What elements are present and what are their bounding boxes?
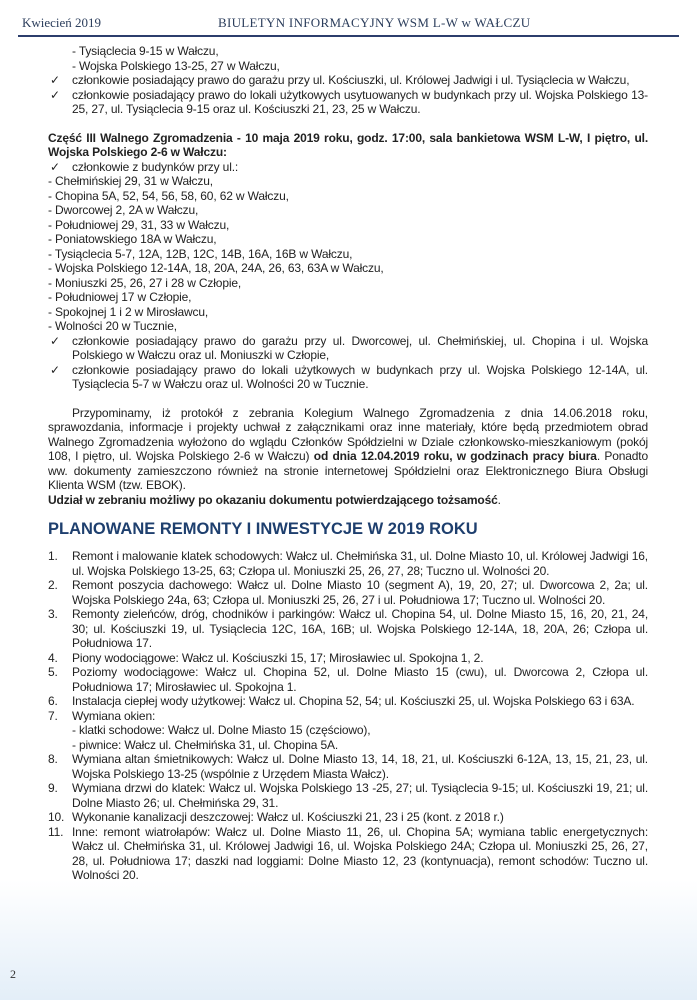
street-line: - Tysiąclecia 9-15 w Wałczu,	[72, 44, 219, 58]
item-number: 2.	[48, 578, 58, 592]
header-rule	[18, 35, 679, 37]
street-list	[48, 174, 648, 334]
list-item	[48, 709, 648, 753]
list-item	[48, 665, 648, 694]
street-line: - Południowej 29, 31, 33 w Wałczu,	[48, 217, 230, 232]
item-number: 6.	[48, 694, 58, 708]
item-text: Wymiana okien:	[72, 708, 156, 723]
header-date: Kwiecień 2019	[22, 15, 102, 30]
item-number: 11.	[48, 824, 64, 839]
check-item-text: członkowie posiadający prawo do garażu przy ul. Kościuszki, ul. Królowej Jadwigi i ul. Tysiąclecia w Wałczu,	[72, 73, 630, 87]
check-item-text: członkowie posiadający prawo do lokali użytkowych usytuowanych w budynkach przy ul. Wojska Polskiego 13-25, 27, ul. Tysiąclecia 9-15 oraz ul. Kościuszki 21, 23, 25 w Wałczu.	[72, 87, 648, 116]
list-item	[48, 549, 648, 578]
street-line: - Wolności 20 w Tucznie,	[48, 319, 177, 333]
reminder-date-bold: od dnia 12.04.2019 roku, w godzinach pracy biura	[313, 449, 597, 463]
check-mark-icon: ✓	[50, 87, 60, 102]
item-text: Inne: remont wiatrołapów: Wałcz ul. Dolne Miasto 11, 26, ul. Chopina 5A; wymiana tablic energetycznych: Wałcz ul. Chełmińska 31, ul. Królowej Jadwigi 16, ul. Wojska Polskiego 24A; Człopa ul. Moniuszki 25, 26, 27, 28, ul. Południowa 17; daszki nad loggiami: Dolne Miasto 12, 23 (kontynuacja), remont schodów: Tuczno ul. Wolności 20.	[72, 824, 648, 882]
identity-note-bold: Udział w zebraniu możliwy po okazaniu dokumentu potwierdzającego tożsamość	[48, 492, 498, 507]
check-item	[48, 363, 648, 392]
check-mark-icon: ✓	[50, 73, 60, 87]
list-item	[48, 607, 648, 651]
item-number: 4.	[48, 650, 58, 665]
section-title: PLANOWANE REMONTY I INWESTYCJE W 2019 ROKU	[48, 520, 478, 538]
running-header	[18, 12, 679, 34]
street-line: - Moniuszki 25, 26, 27 i 28 w Człopie,	[48, 275, 242, 290]
list-item	[48, 694, 648, 709]
item-text: Wymiana drzwi do klatek: Wałcz ul. Wojska Polskiego 13 -25, 27; ul. Tysiąclecia 9-15; ul. Kościuszki 19, 21; ul. Dolne Miasto 26; ul. Chełmińska 29, 31.	[72, 781, 648, 810]
street-line: - Południowej 17 w Człopie,	[48, 290, 192, 304]
identity-note-tail: .	[497, 492, 501, 507]
item-text: Wykonanie kanalizacji deszczowej: Wałcz ul. Kościuszki 21, 23 i 25 (kont. z 2018 r.)	[72, 810, 504, 824]
check-item	[48, 160, 648, 175]
check-mark-icon: ✓	[50, 362, 60, 377]
item-text: Instalacja ciepłej wody użytkowej: Wałcz ul. Chopina 52, 54; ul. Kościuszki 25, ul. Wojska Polskiego 63 i 63A.	[72, 694, 635, 708]
item-number: 3.	[48, 607, 58, 621]
sub-item: - piwnice: Wałcz ul. Chełmińska 31, ul. Chopina 5A.	[72, 737, 339, 752]
check-item	[48, 73, 648, 88]
street-line: - Chopina 5A, 52, 54, 56, 58, 60, 62 w Wałczu,	[48, 188, 289, 203]
part3-heading: Część III Walnego Zgromadzenia - 10 maja 2019 roku, godz. 17:00, sala bankietowa WSM L-W, I piętro, ul. Wojska Polskiego 2-6 w Wałczu:	[48, 130, 648, 159]
identity-note	[48, 493, 648, 508]
item-number: 9.	[48, 781, 58, 795]
item-number: 8.	[48, 752, 58, 766]
item-text: Remont poszycia dachowego: Wałcz ul. Dolne Miasto 10 (segment A), 19, 20, 27; ul. Dworcowa 2, 2a; ul. Wojska Polskiego 24a, 63; Człopa ul. Moniuszki 25, 26, 27 i ul. Południowa 17; Tuczno ul. Wolności 20.	[72, 578, 648, 607]
check-item	[48, 88, 648, 117]
street-line: - Tysiąclecia 5-7, 12A, 12B, 12C, 14B, 16A, 16B w Wałczu,	[48, 246, 353, 261]
item-number: 5.	[48, 665, 58, 679]
check-item-text: członkowie z budynków przy ul.:	[72, 159, 239, 174]
item-number: 1.	[48, 549, 58, 563]
street-line: - Chełmińskiej 29, 31 w Wałczu,	[48, 174, 213, 188]
street-line: - Poniatowskiego 18A w Wałczu,	[48, 232, 217, 246]
page-number: 2	[10, 967, 16, 981]
list-item	[48, 810, 648, 825]
item-text: Remonty zieleńców, dróg, chodników i parkingów: Wałcz ul. Chopina 54, ul. Dolne Miasto 15, 16, 20, 21, 24, 30; ul. Kościuszki 19, ul. Tysiąclecia 12C, 16A, 16B; ul. Wojska Polskiego 12-14A, 18, 20A, 26; Człopa ul. Południowa 17.	[72, 607, 648, 650]
page-content	[48, 44, 648, 883]
check-item	[48, 334, 648, 363]
street-line: - Spokojnej 1 i 2 w Mirosławcu,	[48, 304, 209, 319]
header-title: BIULETYN INFORMACYJNY WSM L-W w WAŁCZU	[218, 15, 531, 30]
item-text: Remont i malowanie klatek schodowych: Wałcz ul. Chełmińska 31, ul. Dolne Miasto 10, ul. Królowej Jadwigi 16, ul. Wojska Polskiego 13-25, 63; Człopa ul. Moniuszki 25, 26, 27, 28; Tuczno ul. Wolności 20.	[72, 549, 648, 578]
reminder-text: . Ponadto ww. dokumenty zamieszczono również na stronie internetowej Spółdzielni oraz Elektronicznego Biura Obsługi Klienta WSM (tzw. EBOK).	[48, 449, 649, 492]
item-text: Wymiana altan śmietnikowych: Wałcz ul. Dolne Miasto 13, 14, 18, 21, ul. Kościuszki 6-12A, 13, 15, 21, 23, ul. Wojska Polskiego 13-25 (wspólnie z Urzędem Miasta Wałcz).	[72, 752, 648, 781]
street-line: - Dworcowej 2, 2A w Wałczu,	[48, 203, 199, 217]
list-item	[48, 578, 648, 607]
list-item	[48, 781, 648, 810]
check-mark-icon: ✓	[50, 333, 60, 348]
item-text: Poziomy wodociągowe: Wałcz ul. Chopina 52, ul. Dolne Miasto 15 (cwu), ul. Dworcowa 2, Człopa ul. Południowa 17; Mirosławiec ul. Spokojna 1.	[72, 665, 648, 694]
list-item	[48, 825, 648, 883]
renovation-list	[48, 549, 648, 883]
street-line: - Wojska Polskiego 12-14A, 18, 20A, 24A, 26, 63, 63A w Wałczu,	[48, 261, 384, 275]
check-mark-icon: ✓	[50, 159, 60, 174]
list-item	[48, 752, 648, 781]
list-item	[48, 651, 648, 666]
street-line: - Wojska Polskiego 13-25, 27 w Wałczu,	[72, 58, 280, 73]
reminder-text: Przypominamy, iż protokół z zebrania Kolegium Walnego Zgromadzenia z dnia 14.06.2018 roku, sprawozdania, informacje i projekty uchwał z załącznikami oraz inne materiały, które będą przedmiotem obrad Walnego Zgromadzenia wyłożono do wglądu Członków Spółdzielni w Dziale członkowsko-mieszkaniowym (pokój 108, I piętro, ul. Wojska Polskiego 2-6 w Wałczu)	[48, 405, 648, 463]
check-item-text: członkowie posiadający prawo do lokali użytkowych w budynkach przy ul. Wojska Polskiego 12-14A, ul. Tysiąclecia 5-7 w Wałczu oraz ul. Wolności 20 w Tucznie.	[72, 362, 648, 391]
item-number: 7.	[48, 708, 58, 723]
check-item-text: członkowie posiadający prawo do garażu przy ul. Dworcowej, ul. Chełmińskiej, ul. Chopina i ul. Wojska Polskiego w Wałczu oraz ul. Moniuszki w Człopie,	[72, 333, 648, 362]
sub-item: - klatki schodowe: Wałcz ul. Dolne Miasto 15 (częściowo),	[72, 723, 371, 737]
reminder-paragraph	[48, 406, 648, 493]
item-number: 10.	[48, 810, 65, 824]
item-text: Piony wodociągowe: Wałcz ul. Kościuszki 15, 17; Mirosławiec ul. Spokojna 1, 2.	[72, 650, 484, 665]
